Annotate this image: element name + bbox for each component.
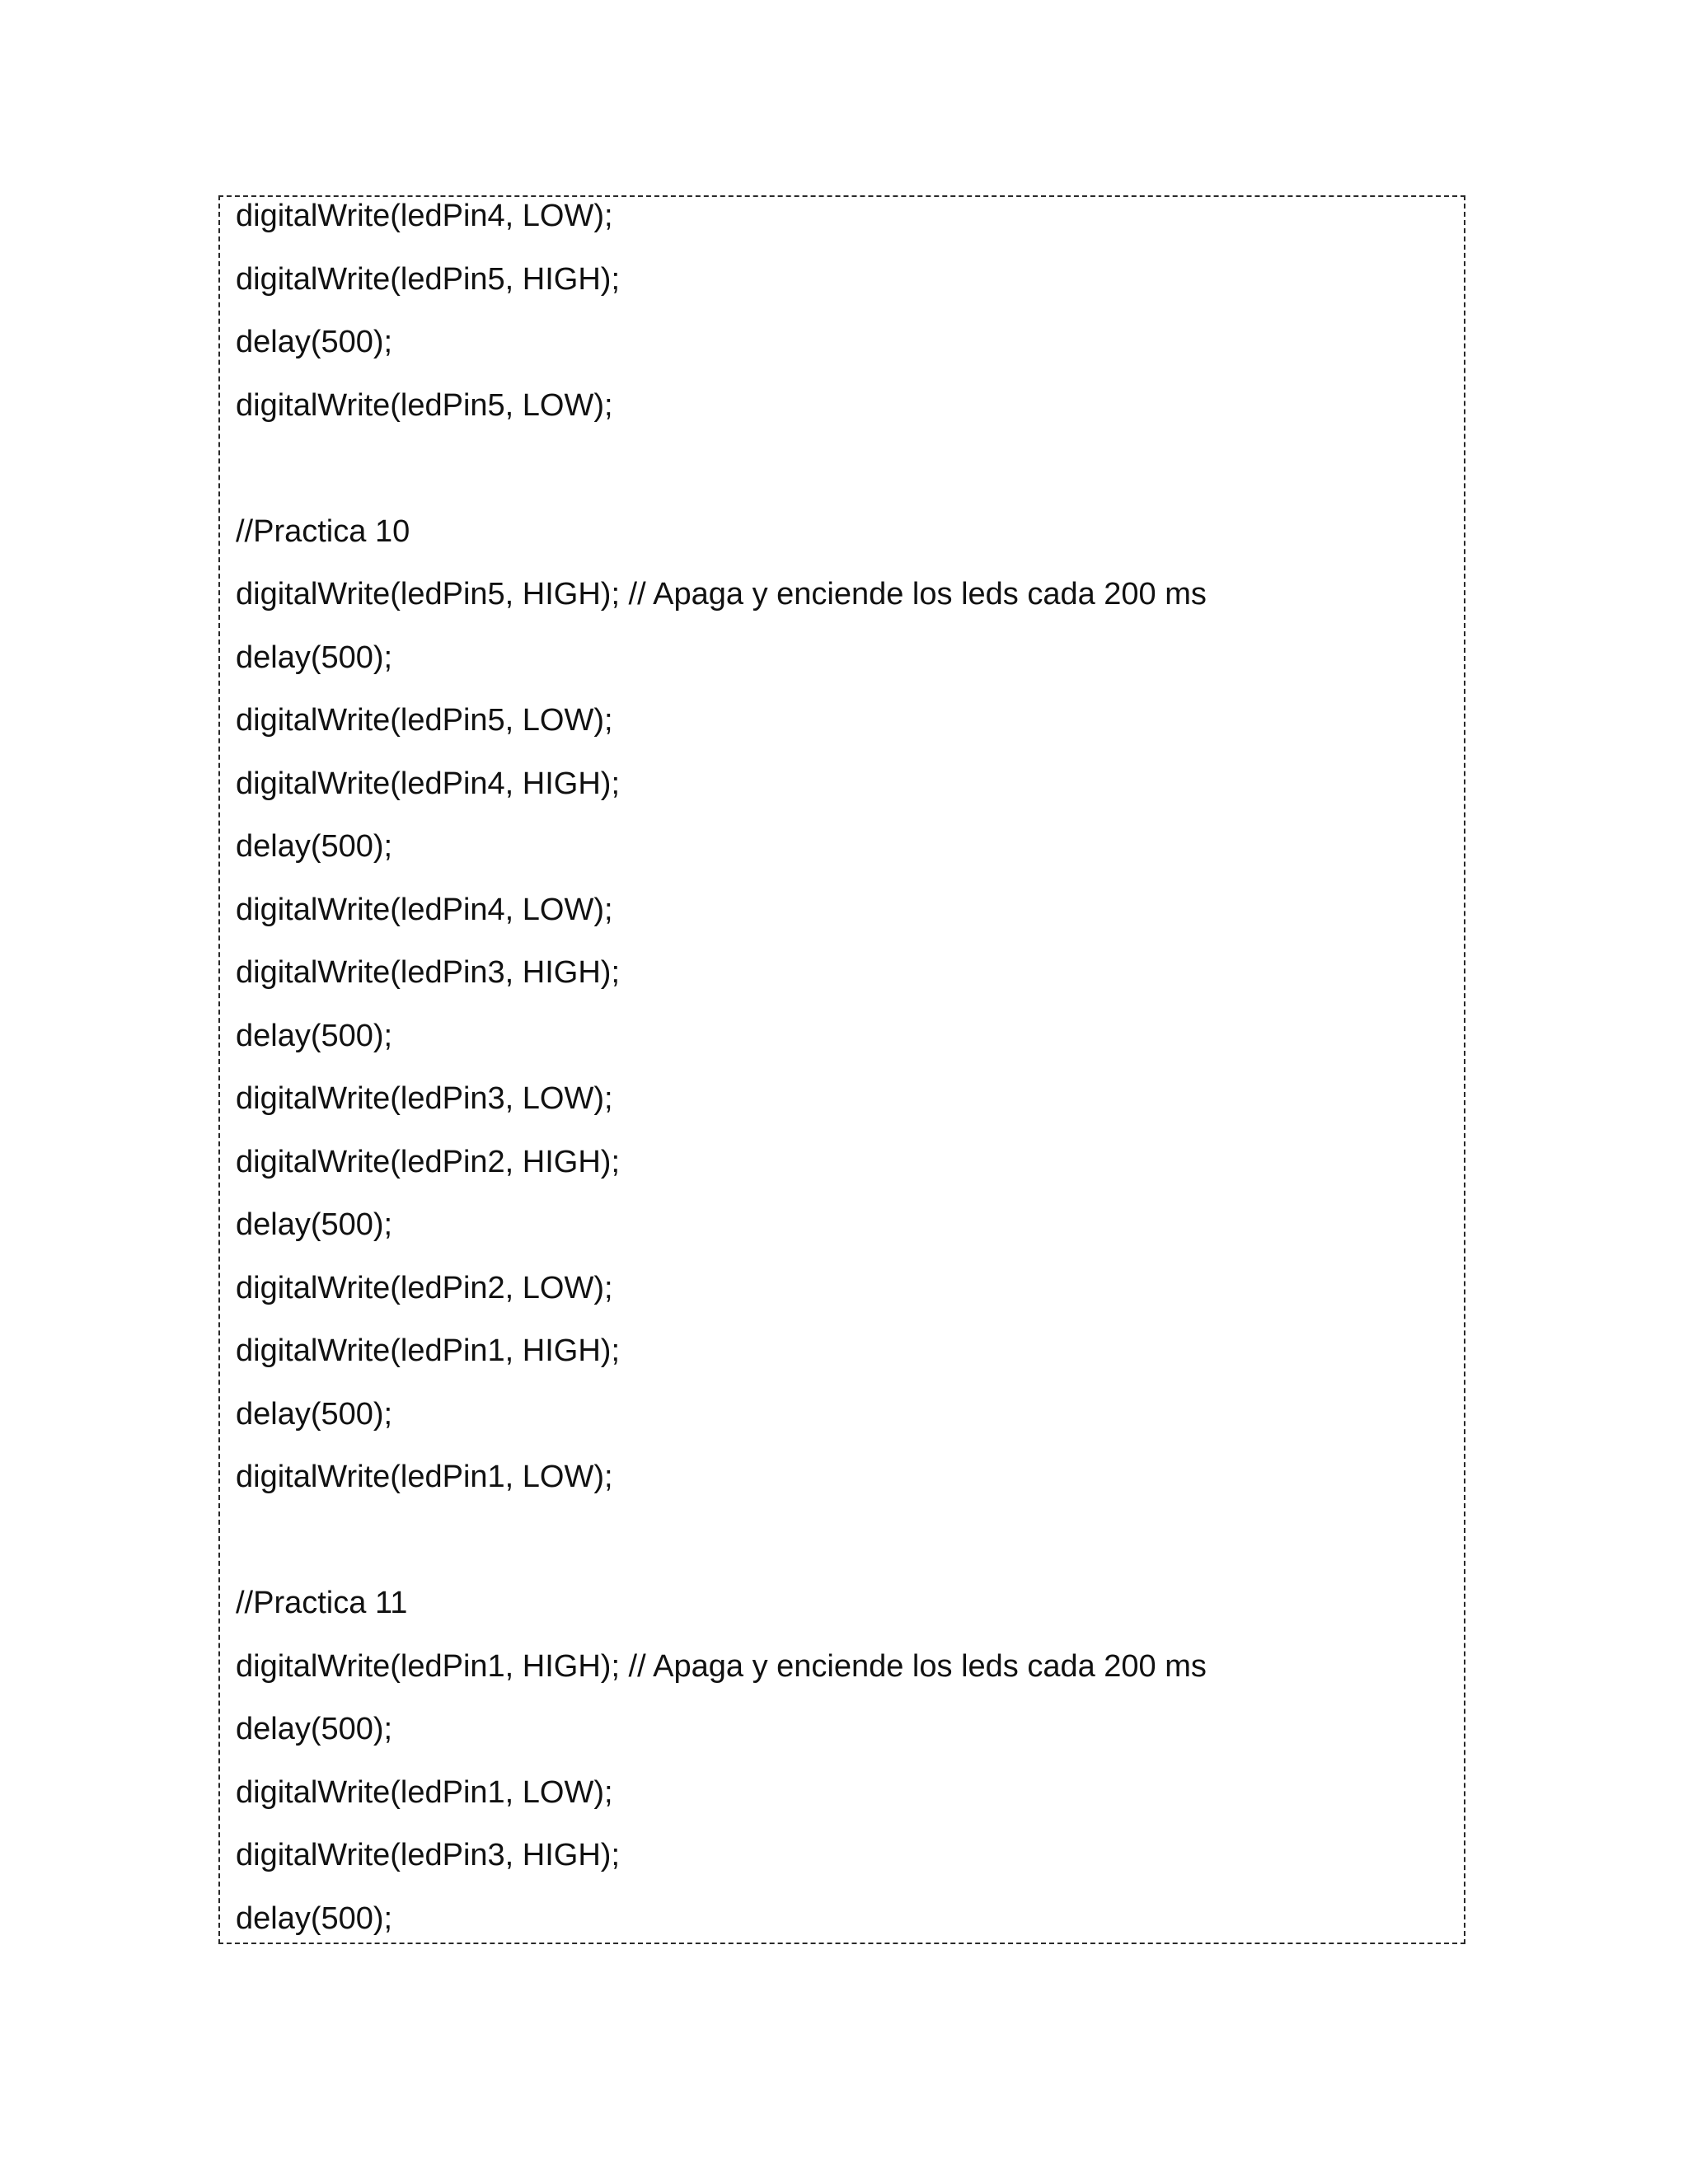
code-line: digitalWrite(ledPin1, HIGH); <box>236 1333 621 1368</box>
code-line: digitalWrite(ledPin4, LOW); <box>236 199 613 233</box>
code-line: digitalWrite(ledPin5, HIGH); <box>236 261 621 297</box>
blank-line <box>236 1521 1207 1585</box>
code-listing-box <box>218 195 1465 1944</box>
code-line: delay(500); <box>236 1396 393 1432</box>
code-line: delay(500); <box>236 1207 393 1242</box>
code-line: delay(500); <box>236 829 393 864</box>
section-comment: //Practica 11 <box>236 1586 408 1620</box>
code-line: digitalWrite(ledPin3, LOW); <box>236 1081 613 1116</box>
code-line: digitalWrite(ledPin1, LOW); <box>236 1774 613 1810</box>
code-line: digitalWrite(ledPin2, LOW); <box>236 1270 613 1305</box>
code-line: digitalWrite(ledPin4, HIGH); <box>236 766 621 801</box>
code-line: digitalWrite(ledPin5, LOW); <box>236 703 613 738</box>
code-line: digitalWrite(ledPin3, HIGH); <box>236 955 621 990</box>
blank-line <box>236 449 1207 513</box>
code-line: delay(500); <box>236 325 393 359</box>
code-line: digitalWrite(ledPin3, HIGH); <box>236 1838 621 1872</box>
code-lines <box>236 197 1207 1944</box>
code-line: delay(500); <box>236 1900 393 1936</box>
code-line: digitalWrite(ledPin2, HIGH); <box>236 1144 621 1179</box>
code-line: digitalWrite(ledPin1, LOW); <box>236 1460 613 1494</box>
code-line: delay(500); <box>236 1018 393 1053</box>
section-comment: //Practica 10 <box>236 513 410 549</box>
code-line: delay(500); <box>236 640 393 675</box>
code-line: digitalWrite(ledPin4, LOW); <box>236 892 613 927</box>
code-line: digitalWrite(ledPin5, HIGH); // Apaga y enciende los leds cada 200 ms <box>236 577 1207 612</box>
code-line: digitalWrite(ledPin1, HIGH); // Apaga y enciende los leds cada 200 ms <box>236 1648 1207 1684</box>
code-line: delay(500); <box>236 1712 393 1746</box>
code-line: digitalWrite(ledPin5, LOW); <box>236 387 613 423</box>
